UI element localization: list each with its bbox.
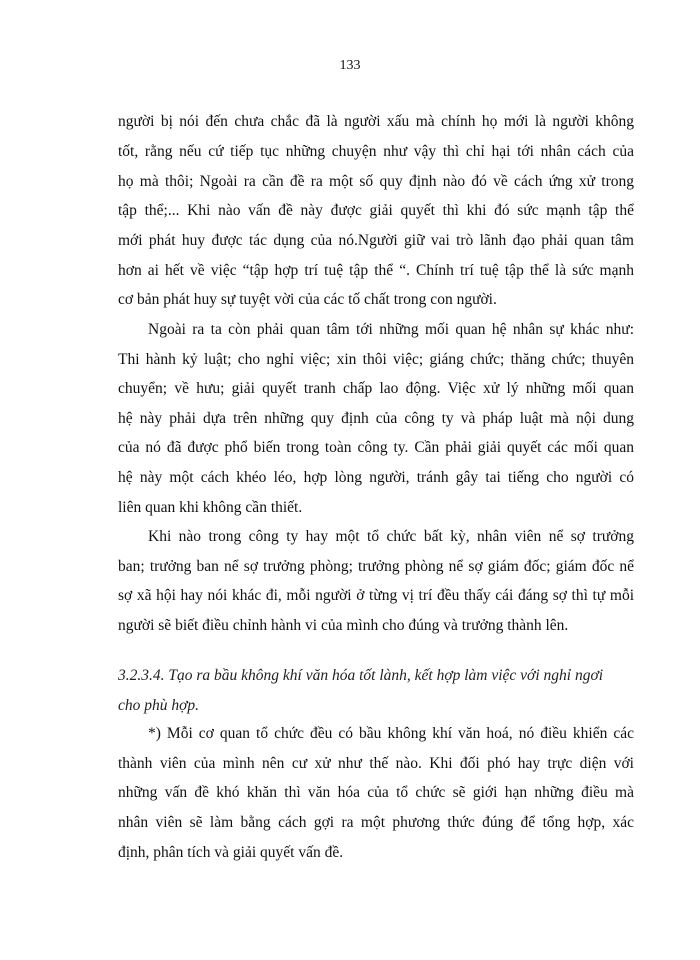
paragraph-line: sợ xã hội hay nói khác đi, mỗi người ở từng vị trí đều thấy cái đáng sợ thì tự mỗi bbox=[118, 587, 634, 604]
paragraph-line: Thi hành kỷ luật; cho nghỉ việc; xin thôi việc; giáng chức; thăng chức; thuyên bbox=[118, 351, 634, 368]
paragraph-line: hơn ai hết về việc “tập hợp trí tuệ tập thể “. Chính trí tuệ tập thể là sức mạnh bbox=[118, 262, 634, 279]
paragraph-line: nhân viên sẽ làm bằng cách gợi ra một phương thức đúng để tổng hợp, xác bbox=[118, 814, 634, 831]
page-number: 133 bbox=[339, 58, 361, 73]
paragraph-line: thành viên của mình nên cư xử như thế nào. Khi đối phó hay trực diện với bbox=[118, 755, 634, 772]
paragraph-line: người bị nói đến chưa chắc đã là người xấu mà chính họ mới là người không bbox=[118, 113, 634, 130]
paragraph-line: *) Mỗi cơ quan tổ chức đều có bầu không khí văn hoá, nó điều khiển các bbox=[148, 725, 634, 742]
paragraph-line: ban; trưởng ban nể sợ trưởng phòng; trưởng phòng nể sợ giám đốc; giám đốc nể bbox=[118, 558, 634, 575]
paragraph-line: hệ này một cách khéo léo, hợp lòng người, tránh gây tai tiếng cho người có bbox=[118, 469, 634, 486]
paragraph-line: tốt, rằng nếu cứ tiếp tục những chuyện như vậy thì chỉ hại tới nhân cách của bbox=[118, 143, 634, 160]
paragraph-line: Khi nào trong công ty hay một tổ chức bất kỳ, nhân viên nể sợ trưởng bbox=[148, 528, 634, 545]
paragraph-line: cơ bản phát huy sự tuyệt vời của các tố chất trong con người. bbox=[118, 291, 497, 308]
paragraph-line: liên quan khi không cần thiết. bbox=[118, 499, 303, 516]
paragraph-line: họ mà thôi; Ngoài ra cần đề ra một số quy định nào đó về cách ứng xử trong bbox=[118, 173, 634, 190]
paragraph-line: chuyển; về hưu; giải quyết tranh chấp lao động. Việc xử lý những mối quan bbox=[118, 380, 634, 397]
paragraph-line: những vấn đề khó khăn thì văn hóa của tổ chức sẽ giới hạn những điều mà bbox=[118, 784, 634, 801]
section-heading-line: cho phù hợp. bbox=[118, 697, 200, 714]
paragraph-line: tập thể;... Khi nào vấn đề này được giải quyết thì khi đó sức mạnh tập thể bbox=[118, 202, 634, 219]
section-heading-line: 3.2.3.4. Tạo ra bầu không khí văn hóa tốt lành, kết hợp làm việc với nghỉ ngơi bbox=[118, 667, 604, 684]
paragraph-line: của nó đã được phổ biến trong toàn công ty. Cần phải giải quyết các mối quan bbox=[118, 439, 634, 456]
paragraph-line: mới phát huy được tác dụng của nó.Người giữ vai trò lãnh đạo phải quan tâm bbox=[118, 232, 634, 249]
paragraph-line: người sẽ biết điều chỉnh hành vi của mình cho đúng và trưởng thành lên. bbox=[118, 617, 569, 634]
paragraph-line: Ngoài ra ta còn phải quan tâm tới những mối quan hệ nhân sự khác như: bbox=[148, 321, 634, 338]
paragraph-line: định, phân tích và giải quyết vấn đề. bbox=[118, 844, 344, 861]
paragraph-line: hệ này phải dựa trên những quy định của công ty và pháp luật mà nội dung bbox=[118, 410, 634, 427]
